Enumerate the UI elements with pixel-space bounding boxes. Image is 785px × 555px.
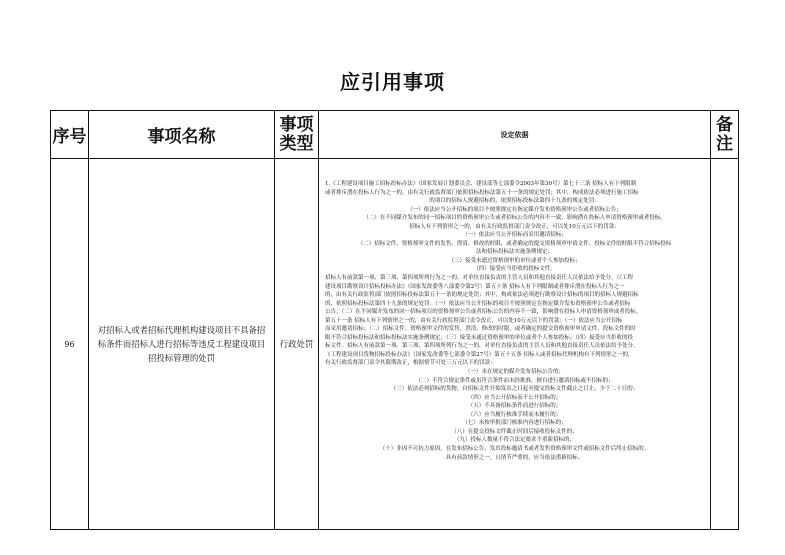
legal-basis-line: （九）投标人数量不符合法定要求不重新招标的； [453,437,575,444]
header-matter-type-line2: 类型 [279,133,314,154]
legal-basis-line: （一）未在规定的媒介发布招标公告的； [464,369,564,376]
legal-basis-line: 法和招标投标法实施条例规定； [475,249,553,256]
legal-basis-line: （二）招标文件、资格预审文件的发售、澄清、修改的时限，或者确定的提交资格预审申请文件、投标文件的时限不符合招标投标 [357,240,672,247]
header-remark-line1: 备 [716,114,733,135]
legal-basis-line: 的，由有关行政监督部门依照招标投标法第五十一条的规定处罚；其中，构成依法必须进行勘察设计招标的项目的招标人规避招标 [325,292,639,299]
header-matter-name: 事项名称 [89,111,275,159]
row-legal-basis [319,159,711,530]
legal-basis-line: 有关行政监督部门责令其限期改正，根据情节可处三万元以下的罚款： [325,360,496,367]
header-legal-basis: 设定依据 [319,111,711,159]
legal-basis-line: 建设项目勘察设计招标投标办法》（国家发改委等八部委令第2号）第五十条 招标人有下列限制或者排斥潜在投标人行为之一 [325,283,625,290]
header-matter-type [275,111,319,159]
legal-basis-line: 招标人有前款第一项、第三项、第四项所列行为之一的，对单位直接负责的主管人员和其他直接责任人员依法给予处分。（《工程 [325,275,634,282]
legal-basis-line: 或者排斥潜在投标人行为之一的，由有关行政监督部门依照招标投标法第五十一条的规定处罚；其中，构成依法必须进行施工招标 [325,189,639,196]
table-row [51,159,739,530]
legal-basis-line: （三）依法必须招标的货物，自招标文件开始发出之日起至提交投标文件截止之日止，少于二十日的； [390,386,639,393]
legal-basis-line: （十）非因不可抗力原因，在发布招标公告、发出投标邀请书或者发售资格预审文件或招标文件后终止招标的。 [379,445,650,452]
legal-basis-line: 标文件。招标人有前款第一项、第三项、第四项所列行为之一的，对单位直接负责的主管人员和其他直接责任人员依法给予处分。 [325,343,639,350]
legal-basis-line: （四）接受应当拒收的投标文件。 [473,266,556,273]
page-title: 应引用事项 [340,70,445,94]
legal-basis-line: （六）应当履行核准手续而未履行的； [467,411,562,418]
legal-basis-line: （二）不符合规定条件或虽符合条件而未经批准，擅自进行邀请招标或不招标的； [415,377,614,384]
header-serial-number: 序号 [51,111,89,159]
row-matter-name: 对招标人或者招标代理机构建设项目不具备招标条件而招标人进行招标等违反工程建设项目招投标管理的处罚 [89,159,275,530]
legal-basis-line: （八）在提交投标文件截止时间后接收投标文件的； [451,428,578,435]
legal-basis-line: （七）未按审批部门核准内容进行招标的； [462,420,567,427]
legal-basis-line: （一）依法应当公开招标的项目不按照规定在指定媒介发布资格预审公告或者招标公告； [407,206,622,213]
legal-basis-line: 招标人有下列情形之一的，由有关行政监督部门责令改正，可以处10万元以下的罚款： [409,223,620,230]
header-matter-type-line1: 事项 [279,114,314,135]
legal-basis-line: 第五十一条 招标人有下列情形之一的，由有关行政监督部门责令改正，可以处10万元以下的罚款：（一）依法应当公开招标 [325,317,623,324]
header-remark [711,111,739,159]
legal-basis-line: 的项目的招标人规避招标的，依照招标投标法第四十九条的规定处罚： [429,198,600,205]
legal-basis-line: （一）依法应当公开招标而采用邀请招标； [462,232,567,239]
row-remark [711,159,739,530]
legal-basis-line: 1.《工程建设项目施工招标投标办法》（国家发展计划委员会、建设部等七部委令2003年第30号）第七十三条 招标人有下列限制 [325,181,637,187]
matters-table [50,110,739,530]
legal-basis-line: 的，依照招标投标法第四十九条的规定处罚：（一）依法应当公开招标的项目不按照规定在指定媒介发布资格预审公告或者招标 [325,300,631,307]
legal-basis-line: 具有前款情形之一，且情节严重的，应当依法重新招标。 [445,454,584,461]
legal-basis-line: 限不符合招标投标法和招标投标法实施条例规定；（三）接受未通过资格预审的单位或者个人参加投标；（四）接受应当拒收的投 [325,334,634,341]
legal-basis-line: 公告；（二）在不同媒介发布的同一招标项目的资格预审公告或者招标公告的内容不一致，影响潜在投标人申请资格预审或者投标。 [325,309,642,316]
legal-basis-line: 而采用邀请招标；（二）招标文件、资格预审文件的发售、澄清、修改的时限，或者确定的提交资格预审申请文件、投标文件的时 [325,326,636,333]
table-header-row [51,111,739,159]
row-serial-number: 96 [51,159,89,530]
legal-basis-line: （五）不具备招标条件而进行招标的； [467,403,562,410]
legal-basis-line: （三）接受未通过资格预审的单位或者个人参加投标； [448,257,581,264]
header-remark-line2: 注 [716,133,733,154]
legal-basis-line: （四）应当公开招标而不公开招标的； [467,394,562,401]
legal-basis-line: 《工程建设项目货物招标投标办法》（国家发改委等七部委令第27号）第五十五条 招标人或者招标代理机构有下列情形之一的， [325,351,634,358]
legal-basis-line: （二）在不同媒介发布的同一招标项目的资格预审公告或者招标公告的内容不一致，影响潜在投标人申请资格预审或者投标。 [363,215,666,222]
legal-basis-text [325,180,704,462]
row-matter-type: 行政处罚 [275,159,319,530]
